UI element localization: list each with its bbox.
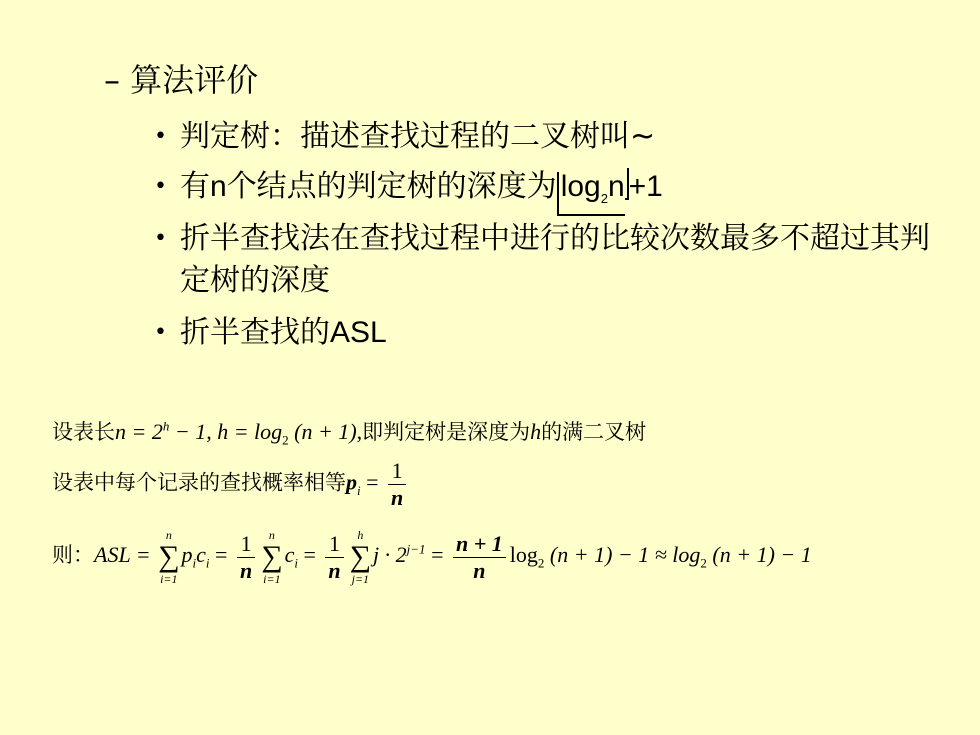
bullet-text: 折半查找的ASL xyxy=(180,315,387,350)
fraction: $\frac{1}{n}$ xyxy=(237,531,255,584)
bullet-dot-icon: • xyxy=(154,124,167,149)
summation: n ∑ i=1 xyxy=(158,528,180,586)
floor-log-expression: $\log_2n$ xyxy=(557,172,625,216)
formula-probability: 设表中每个记录的查找概率相等$p_i$ = $\frac{1}{n}$ xyxy=(52,458,410,511)
bullet-text: 折半查找法在查找过程中进行的比较次数最多不超过其判定树的深度 xyxy=(180,221,930,298)
fraction: $\frac{n + 1}{n}$ xyxy=(453,531,506,584)
summation: h ∑ j=1 xyxy=(349,528,372,586)
summation: n ∑ i=1 xyxy=(261,528,283,586)
bullet-dot-icon: • xyxy=(154,226,167,251)
section-heading: – 算法评价 xyxy=(104,61,259,99)
fraction: $\frac{1}{n}$ xyxy=(325,531,343,584)
bullet-dot-icon: • xyxy=(154,320,167,345)
fraction: $\frac{1}{n}$ xyxy=(388,458,406,511)
formula-asl: 则：ASL = n ∑ i=1 $p_ic_i$ = $\frac{1}{n}$ n ∑ i=1 $c_i$ = $\frac{1}{n}$ h ∑ j=1 $j \cdot 2^{j-1}$ = $\frac{n + 1}{n}$ $\log_2 (n + 1) - 1 \approx \log_2 (n + 1) - 1$ xyxy=(52,528,812,586)
bullet-dot-icon: • xyxy=(154,174,167,199)
formula-tree-length: 设表长$n = 2^h - 1$, $h = \log_2 (n + 1)$,即判定树是深度为h的满二叉树 xyxy=(52,418,647,448)
bullet-text: 判定树：描述查找过程的二叉树叫~ xyxy=(180,119,656,154)
bullet-text: 有n个结点的判定树的深度为 $\log_2n +1$ xyxy=(180,166,663,216)
